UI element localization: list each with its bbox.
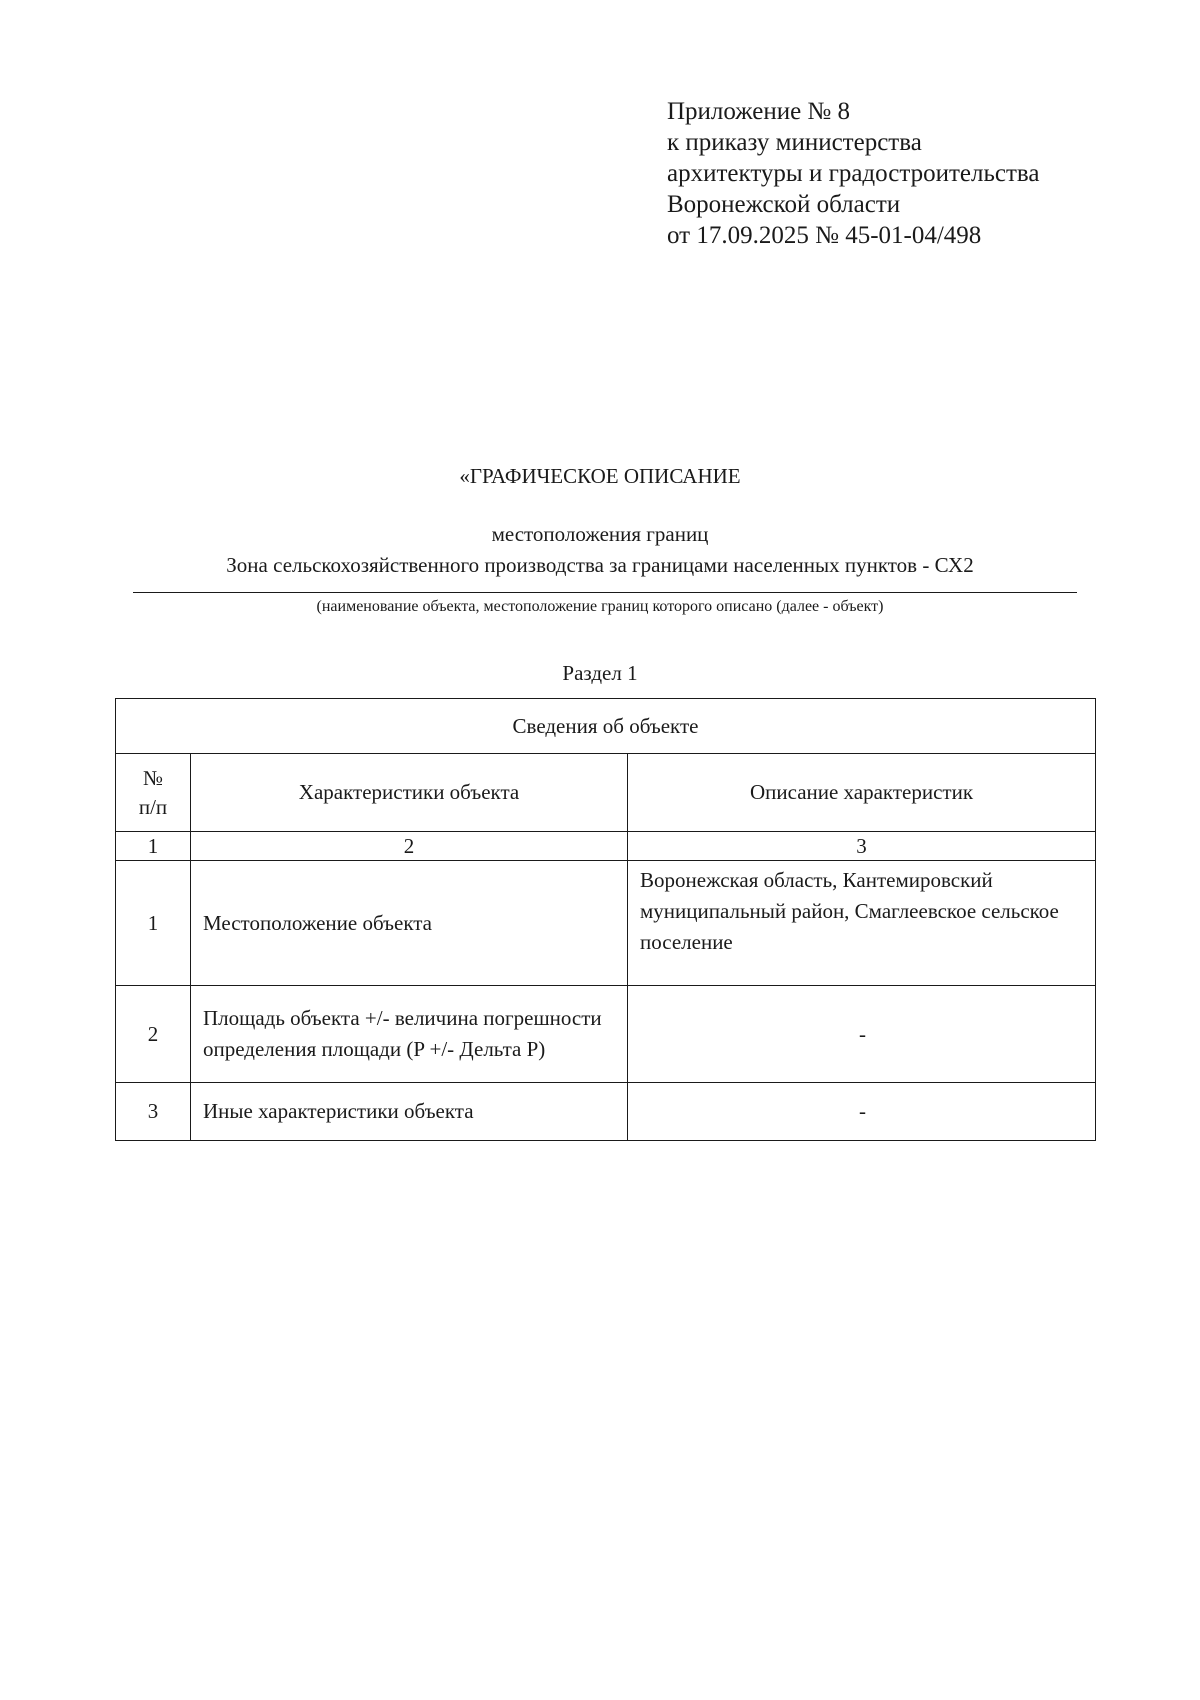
column-index: 3 xyxy=(628,832,1096,861)
column-index: 2 xyxy=(191,832,628,861)
column-index-row xyxy=(116,832,1096,861)
header-number-line-1: № xyxy=(142,765,164,790)
row-description: - xyxy=(628,1083,1096,1141)
appendix-line: архитектуры и градостроительства xyxy=(667,160,1040,187)
row-characteristic: Площадь объекта +/- величина погрешности определения площади (P +/- Дельта P) xyxy=(191,986,628,1083)
document-subtitle xyxy=(0,519,1200,581)
document-title: «ГРАФИЧЕСКОЕ ОПИСАНИЕ xyxy=(459,464,741,488)
table-row xyxy=(116,861,1096,986)
object-info-table xyxy=(115,698,1096,1141)
row-description: - xyxy=(628,986,1096,1083)
row-number: 3 xyxy=(116,1083,191,1141)
appendix-line: Приложение № 8 xyxy=(667,98,851,125)
header-characteristics: Характеристики объекта xyxy=(191,754,628,832)
row-characteristic: Местоположение объекта xyxy=(191,861,628,986)
table-header-row xyxy=(116,754,1096,832)
header-number-line-2: п/п xyxy=(138,794,168,819)
table-row xyxy=(116,1083,1096,1141)
object-name-caption: (наименование объекта, местоположение границ которого описано (далее - объект) xyxy=(316,598,884,615)
appendix-line: Воронежской области xyxy=(667,191,901,218)
row-characteristic: Иные характеристики объекта xyxy=(191,1083,628,1141)
subtitle-line-1: местоположения границ xyxy=(491,522,709,546)
header-number xyxy=(116,754,191,832)
header-description: Описание характеристик xyxy=(628,754,1096,832)
table-caption-row xyxy=(116,699,1096,754)
subtitle-line-2: Зона сельскохозяйственного производства за границами населенных пунктов - СХ2 xyxy=(226,553,974,577)
title-underline xyxy=(133,592,1077,593)
table-row xyxy=(116,986,1096,1083)
section-heading: Раздел 1 xyxy=(562,661,638,685)
table-caption: Сведения об объекте xyxy=(116,699,1096,754)
appendix-line: к приказу министерства xyxy=(667,129,922,156)
column-index: 1 xyxy=(116,832,191,861)
row-number: 1 xyxy=(116,861,191,986)
appendix-line: от 17.09.2025 № 45-01-04/498 xyxy=(667,222,982,249)
row-number: 2 xyxy=(116,986,191,1083)
row-description: Воронежская область, Кантемировский муниципальный район, Смаглеевское сельское поселение xyxy=(628,861,1096,986)
appendix-block xyxy=(667,96,1039,251)
